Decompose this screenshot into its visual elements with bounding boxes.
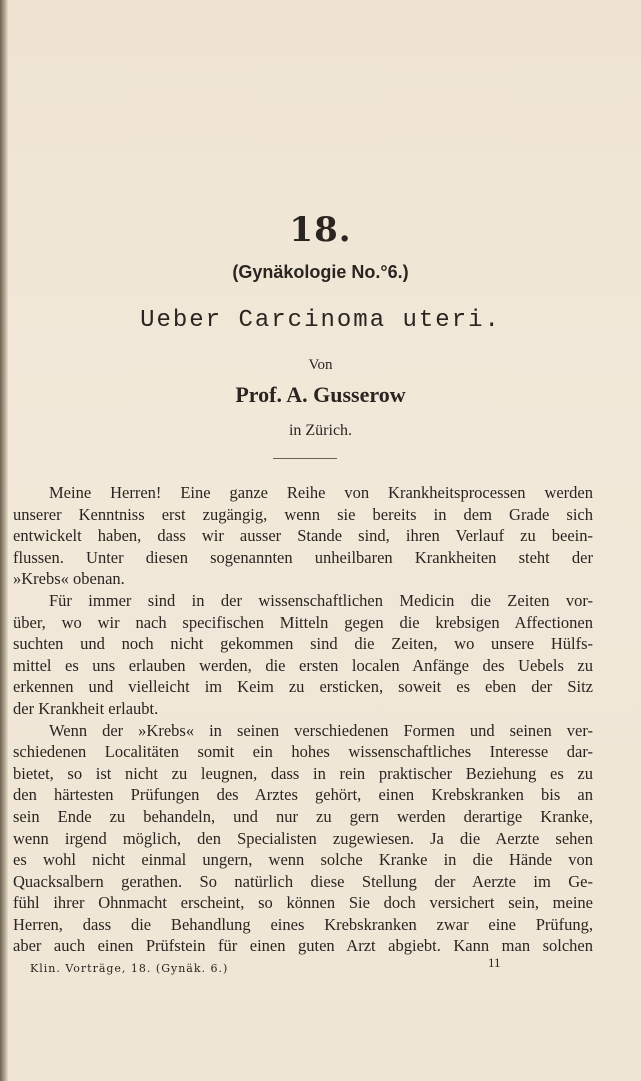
text-line: entwickelt haben, dass wir ausser Stande sind, ihren Verlauf zu beein- [13,526,593,546]
text-line: schiedenen Localitäten somit ein hohes wissenschaftliches Interesse dar- [13,742,593,762]
page-title: Ueber Carcinoma uteri. [140,307,501,334]
text-line: unserer Kenntniss erst zugängig, wenn sie bereits in dem Grade sich [13,504,593,524]
text-line: der Krankheit erlaubt. [13,698,159,718]
text-line: Wenn der »Krebs« in seinen verschiedenen Formen und seinen ver- [49,720,593,740]
section-divider [273,458,337,459]
text-line: Quacksalbern gerathen. So natürlich diese Stellung der Aerzte im Ge- [13,871,593,891]
text-line: wenn irgend möglich, den Specialisten zugewiesen. Ja die Aerzte sehen [13,828,593,848]
text-line: flussen. Unter diesen sogenannten unheilbaren Krankheiten steht der [13,547,593,567]
byline-von: Von [308,357,333,373]
text-line: aber auch einen Prüfstein für einen guten Arzt abgiebt. Kann man solchen [13,936,593,956]
text-line: sein Ende zu behandeln, und nur zu gern werden derartige Kranke, [13,806,593,826]
text-line: mittel es uns erlauben werden, die ersten localen Anfänge des Uebels zu [13,655,593,675]
footer-citation: Klin. Vorträge, 18. (Gynäk. 6.) [30,962,229,975]
author-location: in Zürich. [288,422,353,439]
book-spine-shadow [0,0,8,1081]
text-line: fühl ihrer Ohnmacht erscheint, so können Sie doch versichert sein, meine [13,893,593,913]
text-line: »Krebs« obenan. [13,569,125,589]
text-line: Für immer sind in der wissenschaftlichen Medicin die Zeiten vor- [49,590,593,610]
body-text [13,482,593,957]
text-line: über, wo wir nach specifischen Mitteln gegen die krebsigen Affectionen [13,612,593,632]
text-line: bietet, so ist nicht zu leugnen, dass in rein praktischer Beziehung es zu [13,763,593,783]
lecture-number: 18. [289,210,352,250]
text-line: Herren, dass die Behandlung eines Krebskranken zwar eine Prüfung, [13,914,593,934]
text-line: suchten und noch nicht gekommen sind die Zeiten, wo unsere Hülfs- [13,634,593,654]
text-line: es wohl nicht einmal ungern, wenn solche Kranke in die Hände von [13,850,593,870]
text-line: erkennen und vielleicht im Keim zu ersticken, soweit es eben der Sitz [13,677,593,697]
author-name: Prof. A. Gusserow [235,382,406,407]
series-label: (Gynäkologie No.°6.) [232,262,409,282]
signature-mark: 11 [488,955,501,970]
text-line: Meine Herren! Eine ganze Reihe von Krankheitsprocessen werden [49,483,593,502]
text-line: den härtesten Prüfungen des Arztes gehört, einen Krebskranken bis an [13,785,593,805]
